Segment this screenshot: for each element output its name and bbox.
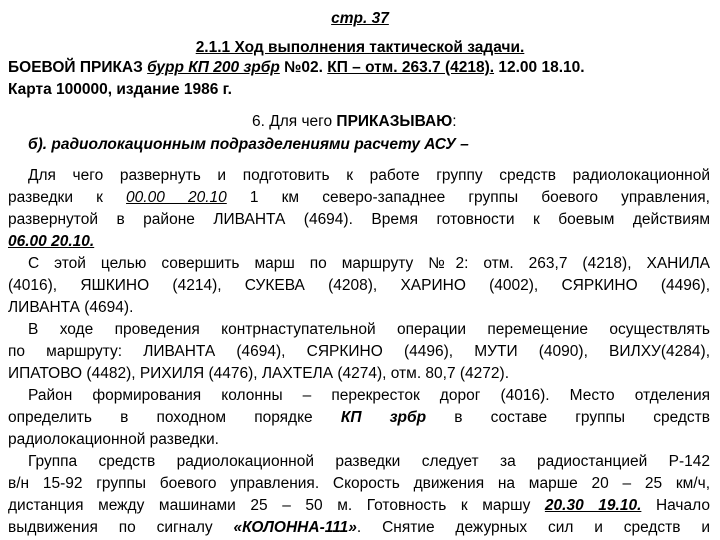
- order-number: №02.: [279, 59, 328, 76]
- item-6-heading: [252, 113, 457, 131]
- order-time: 12.00 18.10.: [494, 59, 585, 76]
- body-line: радиолокационной разведки.: [8, 431, 219, 448]
- body-line: С этой целью совершить марш по маршруту №2: отм. 263,7 (4218), ХАНИЛА: [28, 255, 710, 272]
- body-line: [8, 409, 710, 427]
- page-number: стр. 37: [331, 10, 389, 27]
- body-line: В ходе проведения контрнаступательной операции перемещение осуществлять: [28, 321, 710, 338]
- text-span: . Снятие дежурных сил и средств и: [356, 519, 710, 536]
- item-6-command: ПРИКАЗЫВАЮ: [336, 113, 453, 130]
- item-6-prefix: 6. Для чего: [252, 113, 337, 130]
- text-span: выдвижения по сигналу: [8, 519, 234, 536]
- signal-highlight: «КОЛОННА-111»: [233, 519, 357, 536]
- body-line: Группа средств радиолокационной разведки следует за радиостанцией Р-142: [28, 453, 710, 470]
- text-span: определить в походном порядке: [8, 409, 341, 426]
- body-line: [8, 497, 710, 515]
- text-span: 1 км северо-западнее группы боевого управления,: [226, 189, 710, 206]
- subsection-title: б). радиолокационным подразделениями расчету АСУ –: [28, 136, 469, 153]
- body-line: [8, 519, 710, 537]
- order-location: КП – отм. 263.7 (4218).: [327, 59, 495, 76]
- readiness-time: 06.00 20.10.: [8, 233, 95, 250]
- time-highlight: 20.30 19.10.: [544, 497, 642, 514]
- text-span: в составе группы средств: [426, 409, 710, 426]
- body-line: (4016), ЯШКИНО (4214), СУКЕВА (4208), ХАРИНО (4002), СЯРКИНО (4496),: [8, 277, 710, 294]
- body-line: Для чего развернуть и подготовить к работе группу средств радиолокационной: [28, 167, 710, 184]
- body-line: развернутой в районе ЛИВАНТА (4694). Время готовности к боевым действиям: [8, 211, 710, 228]
- map-reference: Карта 100000, издание 1986 г.: [8, 81, 232, 98]
- item-6-suffix: :: [452, 113, 457, 130]
- text-span: разведки к: [8, 189, 127, 206]
- order-header-line: [8, 59, 585, 77]
- time-highlight: 00.00 20.10: [126, 189, 227, 206]
- unit-highlight: КП зрбр: [340, 409, 427, 426]
- text-span: дистанция между машинами 25 – 50 м. Готовность к маршу: [8, 497, 545, 514]
- body-line: ИПАТОВО (4482), РИХИЛЯ (4476), ЛАХТЕЛА (4274), отм. 80,7 (4272).: [8, 365, 510, 382]
- body-line: Район формирования колонны – перекресток дорог (4016). Место отделения: [28, 387, 710, 404]
- body-line: по маршруту: ЛИВАНТА (4694), СЯРКИНО (4496), МУТИ (4090), ВИЛХУ(4284),: [8, 343, 710, 360]
- section-title: 2.1.1 Ход выполнения тактической задачи.: [195, 39, 525, 56]
- body-line: ЛИВАНТА (4694).: [8, 299, 134, 316]
- body-line: [8, 189, 710, 207]
- order-title: БОЕВОЙ ПРИКАЗ: [8, 59, 148, 76]
- text-span: Начало: [641, 497, 710, 514]
- order-unit: бурр КП 200 зрбр: [147, 59, 280, 76]
- body-line: в/н 15-92 группы боевого управления. Скорость движения на марше 20 – 25 км/ч,: [8, 475, 710, 492]
